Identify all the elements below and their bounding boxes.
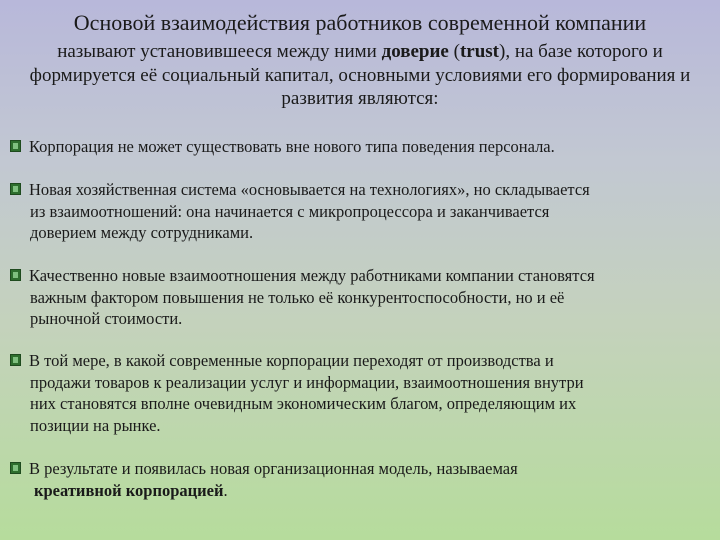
bullet-item-3 <box>10 265 700 330</box>
bullet-4-line-4: позиции на рынке. <box>30 415 161 435</box>
checkbox-bullet-icon <box>10 269 21 281</box>
checkbox-bullet-icon <box>10 140 21 152</box>
intro-term-trust-ru: доверие <box>381 41 449 62</box>
bullet-5-line-2 <box>26 480 700 502</box>
bullet-1-line-1: Корпорация не может существовать вне нового типа поведения персонала. <box>29 137 555 156</box>
bullet-3-line-2: важным фактором повышения не только её конкурентоспособности, но и её <box>30 287 565 307</box>
intro-line-2: формируется её социальный капитал, основными условиями его формирования и <box>29 64 691 86</box>
intro-text-part1: называют установившееся между ними <box>57 41 382 62</box>
bullet-item-4 <box>10 350 700 436</box>
bullet-4-line-1: В той мере, в какой современные корпорации переходят от производства и <box>29 351 554 370</box>
bullet-4-line-3: них становятся вполне очевидным экономическим благом, определяющим их <box>30 394 577 413</box>
bullet-2-line-2: из взаимоотношений: она начинается с микропроцессора и заканчивается <box>30 201 550 221</box>
bullet-item-5 <box>10 458 700 501</box>
bullet-item-2 <box>10 179 700 244</box>
intro-text-part2: ( <box>448 41 460 62</box>
checkbox-bullet-icon <box>10 354 21 366</box>
intro-text-part3: ), на базе которого и <box>499 41 663 62</box>
intro-line-3: развития являются: <box>281 88 439 109</box>
bullet-4-line-2: продажи товаров к реализации услуг и информации, взаимоотношения внутри <box>30 372 584 392</box>
bullet-item-1 <box>10 136 700 158</box>
bullet-3-line-1: Качественно новые взаимоотношения между работниками компании становятся <box>29 266 595 285</box>
bullet-2-line-1: Новая хозяйственная система «основывается на технологиях», но складывается <box>29 180 590 199</box>
intro-paragraph <box>0 40 720 111</box>
bullet-5-bold-term: креативной корпорацией <box>34 480 224 500</box>
checkbox-bullet-icon <box>10 183 21 195</box>
intro-term-trust-en: trust <box>459 41 499 62</box>
slide-title: Основой взаимодействия работников современной компании <box>73 10 647 35</box>
checkbox-bullet-icon <box>10 462 21 474</box>
bullet-3-line-3: рыночной стоимости. <box>30 309 183 328</box>
bullet-5-suffix: . <box>223 480 228 500</box>
bullet-5-line-1: В результате и появилась новая организационная модель, называемая <box>29 459 518 478</box>
bullet-2-line-3: доверием между сотрудниками. <box>30 223 254 242</box>
